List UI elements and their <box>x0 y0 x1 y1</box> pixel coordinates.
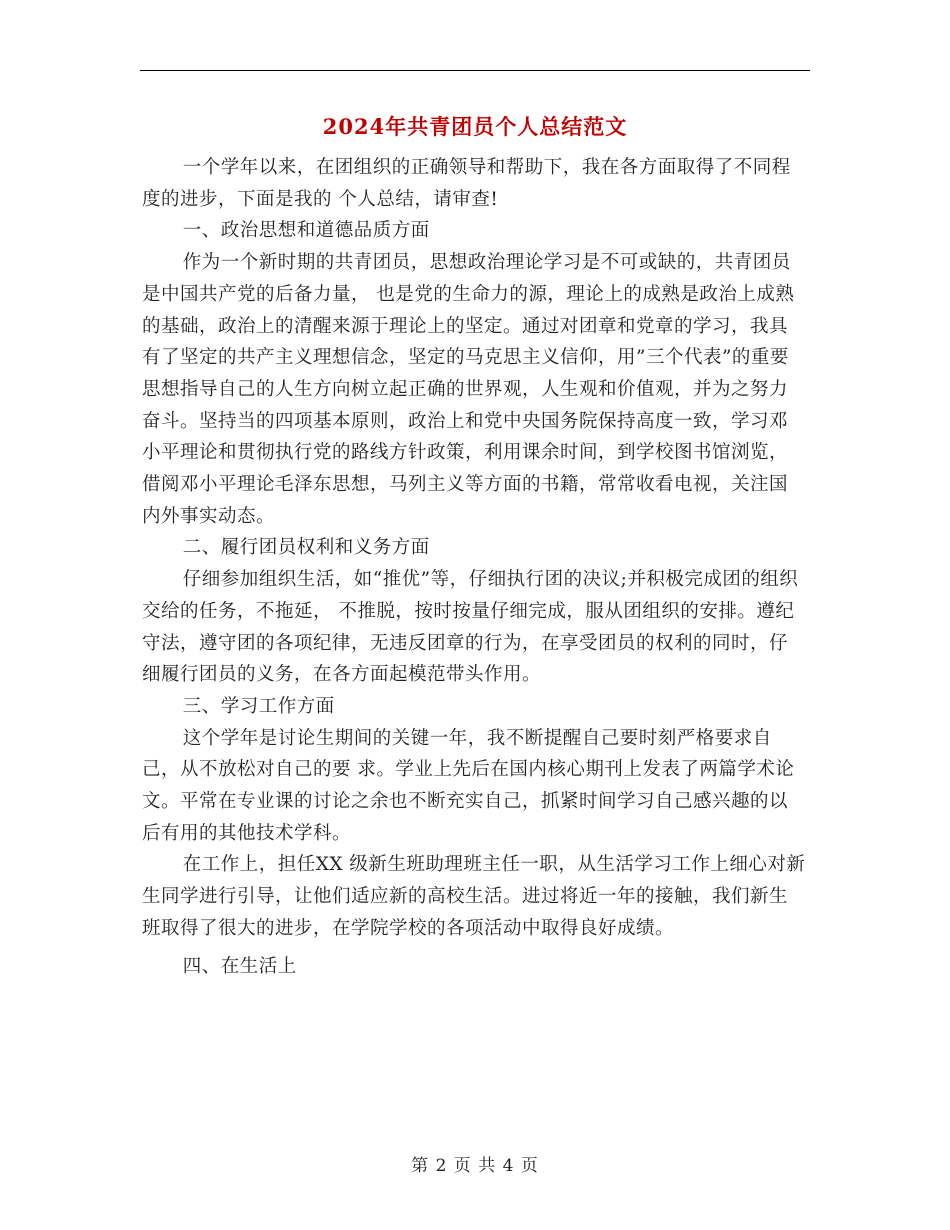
work-paragraph: 在工作上，担任XX 级新生班助理班主任一职，从生活学习工作上细心对新生同学进行引导，让他们适应新的高校生活。进过将近一年的接触，我们新生班取得了很大的进步，在学院学校的各项活动中取得良好成绩。 <box>142 854 806 939</box>
section-heading-life: 四、在生活上 <box>182 955 297 977</box>
header-rule <box>140 70 810 71</box>
duties-paragraph: 仔细参加组织生活，如“推优”等，仔细执行团的决议;并积极完成团的组织交给的任务，不拖延， 不推脱，按时按量仔细完成，服从团组织的安排。遵纪守法，遵守团的各项纪律，无违反团章的行为，在享受团员的权利的同时，仔细履行团员的义务，在各方面起模范带头作用。 <box>142 569 799 686</box>
section-heading-politics: 一、政治思想和道德品质方面 <box>182 220 430 242</box>
study-paragraph: 这个学年是讨论生期间的关键一年，我不断提醒自己要时刻严格要求自己，从不放松对自己的要 求。学业上先后在国内核心期刊上发表了两篇学术论文。平常在专业课的讨论之余也不断充实自己，抓紧时间学习自己感兴趣的以后有用的其他技术学科。 <box>142 727 795 844</box>
document-body <box>142 152 806 982</box>
document-title: 2024年共青团员个人总结范文 <box>322 114 628 139</box>
section-heading-study-work: 三、学习工作方面 <box>182 695 335 717</box>
section-heading-duties: 二、履行团员权利和义务方面 <box>182 537 430 559</box>
politics-paragraph: 作为一个新时期的共青团员，思想政治理论学习是不可或缺的，共青团员是中国共产党的后备力量， 也是党的生命力的源，理论上的成熟是政治上成熟的基础，政治上的清醒来源于理论上的坚定。通过对团章和党章的学习，我具有了坚定的共产主义理想信念，坚定的马克思主义信仰，用”三个代表”的重要思想指导自己的人生方向树立起正确的世界观，人生观和价值观，并为之努力奋斗。坚持当的四项基本原则，政治上和党中央国务院保持高度一致，学习邓小平理论和贯彻执行党的路线方针政策，利用课余时间，到学校图书馆浏览，借阅邓小平理论毛泽东思想，马列主义等方面的书籍，常常收看电视，关注国内外事实动态。 <box>142 252 795 527</box>
intro-paragraph: 一个学年以来，在团组织的正确领导和帮助下，我在各方面取得了不同程度的进步，下面是我的 个人总结，请审查! <box>142 157 791 210</box>
page-number: 第 2 页 共 4 页 <box>411 1156 539 1176</box>
